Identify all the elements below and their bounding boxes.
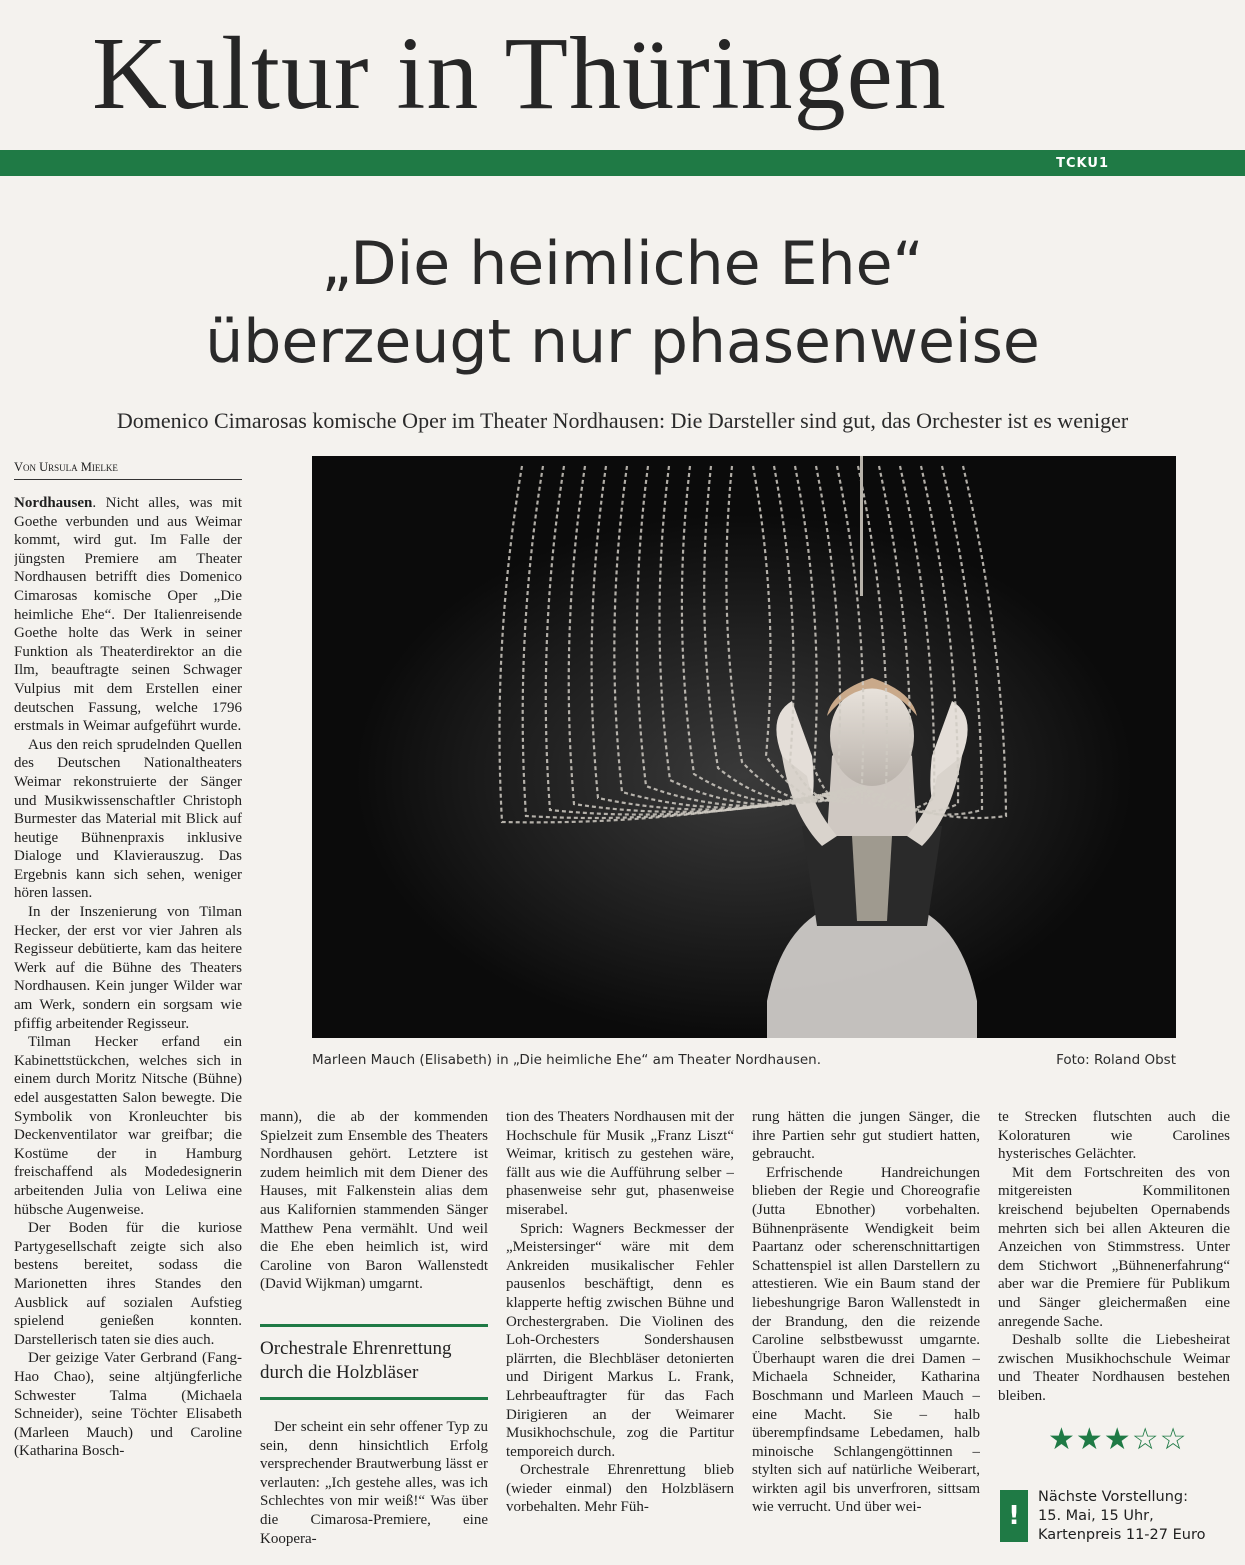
article-column-5 — [998, 1108, 1230, 1428]
subheadline: Domenico Cimarosas komische Oper im Theater Nordhausen: Die Darsteller sind gut, das Orchester ist es weniger — [116, 408, 1129, 433]
byline: Von Ursula Mielke — [14, 460, 242, 480]
chandelier-singer-image — [312, 456, 1176, 1038]
article-column-2-continued — [260, 1418, 488, 1558]
paragraph: Sprich: Wagners Beckmesser der „Meistersinger“ wäre mit dem Ankreiden musikalischer Fehler pausenlos beschäftigt, denn es klapperte heftig zwischen Bühne und Orchestergraben. Die Violinen des Loh-Orchesters Sondershausen plärrten, die Blechbläser detonierten und Dirigent Markus L. Frank, Lehrbeauftragter für das Fach Dirigieren an der Weimarer Musikhochschule, zog die Partitur temporeich durch. — [506, 1220, 734, 1460]
article-photo — [312, 456, 1176, 1038]
subsection-title: Orchestrale Ehrenrettung durch die Holzbläser — [260, 1338, 452, 1383]
paragraph: Der scheint ein sehr offener Typ zu sein, denn hinsichtlich Erfolg versprechender Brautwerbung lässt er verlauten: „Ich gestehe alles, was ich Schlechtes von mir weiß!“ Was über die Cimarosa-Premiere, eine Koopera- — [260, 1419, 488, 1547]
paragraph-text: . Nicht alles, was mit Goethe verbunden und aus Weimar kommt, wird gut. Im Falle der jüngsten Premiere am Theater Nordhausen betrifft dies Domenico Cimarosas komische Oper „Die heimliche Ehe“. Der Italienreisende Goethe holte das Werk in seiner Funktion als Theaterdirektor an die Ilm, beauftragte seinen Schwager Vulpius mit dem Erstellen einer deutschen Fassung, welche 1796 erstmals in Weimar aufgeführt wurde. — [14, 495, 242, 735]
performance-info-text — [1038, 1488, 1233, 1545]
paragraph: tion des Theaters Nordhausen mit der Hochschule für Musik „Franz Liszt“ Weimar, kritisch zu gestehen wäre, fällt aus wie die Aufführung selber – phasenweise sehr gut, phasenweise miserabel. — [506, 1109, 734, 1218]
masthead-title: Kultur in Thüringen — [92, 16, 947, 131]
paragraph: mann), die ab der kommenden Spielzeit zum Ensemble des Theaters Nordhausen gehört. Letztere ist zudem heimlich mit dem Diener des Hauses, mit Falkenstein alias dem aus Kalifornien stammenden Sänger Matthew Pena vermählt. Und weil die Ehe eben heimlich ist, wird Caroline von Baron Wallenstedt (David Wijkman) umgarnt. — [260, 1109, 488, 1293]
star-filled-icon: ★★★ — [1048, 1422, 1132, 1457]
headline-line-1: „Die heimliche Ehe“ — [321, 229, 924, 299]
paragraph: te Strecken flutschten auch die Koloraturen wie Carolines hysterisches Gelächter. — [998, 1109, 1230, 1163]
info-line: 15. Mai, 15 Uhr, — [1038, 1508, 1154, 1524]
photo-credit: Foto: Roland Obst — [1056, 1052, 1176, 1068]
paragraph: rung hätten die jungen Sänger, die ihre Partien sehr gut studiert hatten, gebraucht. — [752, 1109, 980, 1163]
subsection-heading-box — [260, 1324, 488, 1400]
star-rating — [1048, 1422, 1187, 1457]
paragraph: Deshalb sollte die Liebesheirat zwischen Musikhochschule Weimar und Theater Nordhausen bestehen bleiben. — [998, 1332, 1230, 1404]
paragraph: Tilman Hecker erfand ein Kabinettstückchen, welches sich in einem durch Moritz Nitsche (Bühne) edel ausgestatten Salon bewegte. Die Symbolik von Kronleuchter bis Deckenventilator war greifbar; die Kostüme der in Hamburg freischaffend als Modedesignerin arbeitenden Julia von Leliwa eine hübsche Augenweise. — [14, 1034, 242, 1218]
section-code: TCKU1 — [1056, 156, 1109, 171]
paragraph: Der geizige Vater Gerbrand (Fang-Hao Chao), seine altjüngferliche Schwester Talma (Michaela Schneider), seine Töchter Elisabeth (Marleen Mauch) und Caroline (Katharina Bosch- — [14, 1350, 242, 1460]
article-column-2 — [260, 1108, 488, 1308]
paragraph — [14, 494, 242, 736]
article-column-4 — [752, 1108, 980, 1558]
paragraph: Der Boden für die kuriose Partygesellschaft zeigte sich also bestens bereitet, sodass die Marionetten ihres Standes den Ausblick auf sozialen Aufstieg spielend genießen konnten. Darstellerisch taten sie dies auch. — [14, 1220, 242, 1348]
headline-line-2: überzeugt nur phasenweise — [205, 307, 1040, 377]
performance-info-box — [1000, 1486, 1230, 1554]
article-column-1 — [14, 494, 242, 1554]
info-line: Nächste Vorstellung: — [1038, 1489, 1188, 1505]
dateline: Nordhausen — [14, 495, 93, 511]
article-column-3 — [506, 1108, 734, 1558]
star-empty-icon: ☆☆ — [1131, 1422, 1188, 1457]
paragraph: Mit dem Fortschreiten des von mitgereisten Kommilitonen kreischend bejubelten Opernabends mehrten sich bei allen Akteuren die Anzeichen von Stimmstress. Unter dem Stichwort „Bühnenerfahrung“ aber war die Premiere für Publikum und Sänger gleichermaßen eine anregende Sache. — [998, 1164, 1230, 1330]
exclamation-icon: ! — [1000, 1490, 1028, 1542]
paragraph: Aus den reich sprudelnden Quellen des Deutschen Nationaltheaters Weimar rekonstruierte der Sänger und Musikwissenschaftler Christoph Burmester das Material mit Blick auf heutige Bühnenpraxis inklusive Dialoge und Klavierauszug. Das Ergebnis kann sich sehen, weniger hören lassen. — [14, 736, 242, 902]
info-line: Kartenpreis 11-27 Euro — [1038, 1527, 1206, 1543]
photo-caption: Marleen Mauch (Elisabeth) in „Die heimliche Ehe“ am Theater Nordhausen. — [312, 1052, 822, 1068]
paragraph: In der Inszenierung von Tilman Hecker, der erst vor vier Jahren als Regisseur debütierte, kam das heitere Werk auf die Bühne des Theaters Nordhausen. Kein junger Wilder war am Werk, sondern ein sorgsam wie pfiffig arbeitender Regisseur. — [14, 904, 242, 1032]
paragraph: Orchestrale Ehrenrettung blieb (wieder einmal) den Holzbläsern vorbehalten. Mehr Füh- — [506, 1462, 734, 1516]
paragraph: Erfrischende Handreichungen blieben der Regie und Choreografie (Jutta Ebnother) vorbehalten. Bühnenpräsente Wendigkeit beim Paartanz oder scherenschnittartigen Schattenspiel ist allen Darstellern zu attestieren. Wie ein Baum stand der liebeshungrige Baron Wallenstedt in der Brandung, den die reizende Caroline selbstbewusst umgarnte. Überhaupt waren die drei Damen – Michaela Schneider, Katharina Boschmann und Marleen Mauch – eine Macht. Sie – halb überempfindsame Lebedamen, halb minoische Schlangengöttinnen – stylten sich auf natürliche Weiberart, wirkten agil bis unverfroren, sittsam wie verrucht. Und über wei- — [752, 1164, 980, 1516]
